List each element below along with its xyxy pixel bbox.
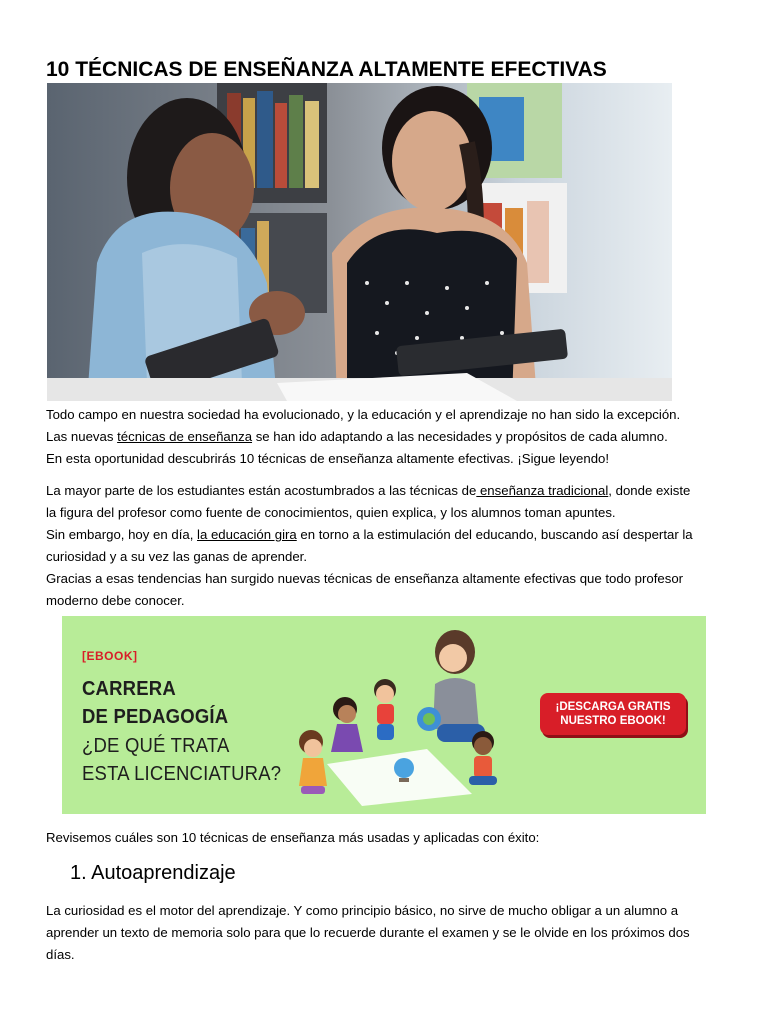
para2-line-1-prefix: La mayor parte de los estudiantes están acostumbrados a las técnicas de bbox=[46, 483, 477, 498]
section1-line-1: La curiosidad es el motor del aprendizaje. Y como principio básico, no sirve de mucho obligar a un alumno a bbox=[46, 903, 679, 918]
children-teacher-illustration bbox=[287, 624, 517, 814]
para2-line-5: Gracias a esas tendencias han surgido nuevas técnicas de enseñanza altamente efectivas que todo profesor bbox=[46, 571, 684, 586]
banner-heading-2: DE PEDAGOGÍA bbox=[82, 704, 229, 728]
cta-line-2: NUESTRO EBOOK! bbox=[560, 715, 666, 727]
download-ebook-button[interactable] bbox=[540, 693, 686, 735]
para2-line-3-prefix: Sin embargo, hoy en día, bbox=[46, 527, 198, 542]
intro-line-1: Todo campo en nuestra sociedad ha evolucionado, y la educación y el aprendizaje no han sido la excepción. bbox=[46, 407, 681, 422]
page-title: 10 TÉCNICAS DE ENSEÑANZA ALTAMENTE EFECTIVAS bbox=[46, 58, 607, 81]
lead-text: Revisemos cuáles son 10 técnicas de enseñanza más usadas y aplicadas con éxito: bbox=[46, 830, 540, 845]
para2-line-1-suffix: , donde existe bbox=[608, 483, 691, 498]
link-tecnicas-de-ensenanza[interactable]: técnicas de enseñanza bbox=[117, 429, 253, 444]
section1-line-3: días. bbox=[46, 947, 75, 962]
para2-line-1 bbox=[46, 480, 690, 502]
para2-line-3 bbox=[46, 524, 693, 546]
link-ensenanza-tradicional[interactable]: enseñanza tradicional bbox=[476, 483, 609, 498]
section1-line-2: aprender un texto de memoria solo para que lo recuerde durante el examen y se le olvide en los próximos dos bbox=[46, 925, 690, 940]
banner-subheading-1: ¿DE QUÉ TRATA bbox=[82, 733, 230, 757]
para2-line-2: la figura del profesor como fuente de conocimientos, quien explica, y los alumnos toman apuntes. bbox=[46, 505, 616, 520]
intro-line-2-suffix: se han ido adaptando a las necesidades y propósitos de cada alumno. bbox=[252, 429, 668, 444]
para2-line-4: curiosidad y a su vez las ganas de aprender. bbox=[46, 549, 307, 564]
intro-line-2-prefix: Las nuevas bbox=[46, 429, 118, 444]
banner-subheading-2: ESTA LICENCIATURA? bbox=[82, 761, 282, 785]
section-heading-autoaprendizaje: 1. Autoaprendizaje bbox=[70, 862, 236, 884]
link-la-educacion-gira[interactable]: la educación gira bbox=[197, 527, 297, 542]
banner-heading-1: CARRERA bbox=[82, 676, 176, 700]
photo-illustration bbox=[47, 83, 672, 401]
ebook-banner[interactable] bbox=[62, 616, 706, 814]
banner-tag: [EBOOK] bbox=[82, 649, 138, 663]
para2-line-6: moderno debe conocer. bbox=[46, 593, 185, 608]
intro-line-2 bbox=[46, 426, 668, 448]
cta-line-1: ¡DESCARGA GRATIS bbox=[555, 701, 671, 713]
hero-photo bbox=[47, 83, 672, 401]
intro-line-3: En esta oportunidad descubrirás 10 técnicas de enseñanza altamente efectivas. ¡Sigue leyendo! bbox=[46, 451, 610, 466]
para2-line-3-suffix: en torno a la estimulación del educando, buscando así despertar la bbox=[296, 527, 693, 542]
